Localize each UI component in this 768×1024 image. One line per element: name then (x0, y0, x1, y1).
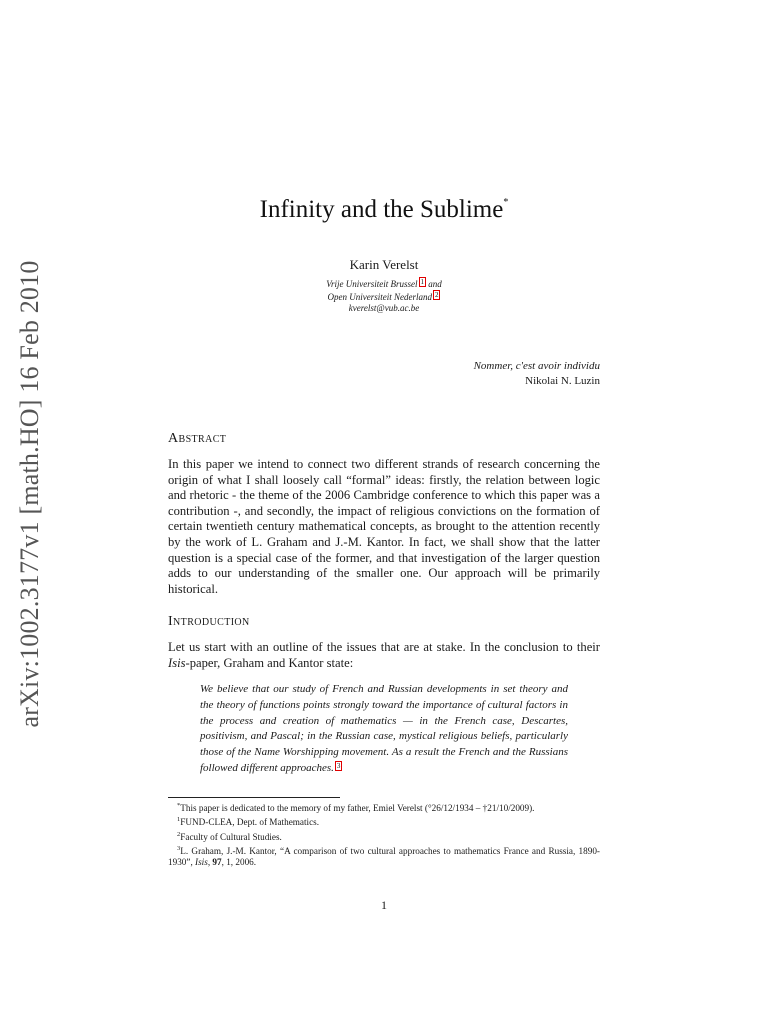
introduction-text: Let us start with an outline of the issues that are at stake. In the conclusion to their Isis-paper, Graham and Kantor state: (168, 640, 600, 670)
paper-title (0, 196, 768, 224)
affiliation-1: Vrije Universiteit Brussel (326, 279, 418, 289)
abstract-heading: Abstract (168, 431, 227, 446)
author-email: kverelst@vub.ac.be (348, 303, 420, 313)
title-footnote-mark[interactable]: * (503, 197, 509, 208)
footnote-link-1[interactable]: 1 (420, 278, 425, 286)
epigraph-quote: Nommer, c'est avoir individu (473, 360, 600, 372)
affiliation-2: Open Universiteit Nederland (327, 292, 432, 302)
arxiv-identifier: arXiv:1002.3177v1 [math.HO] 16 Feb 2010 (15, 260, 44, 728)
block-quote (200, 682, 568, 777)
page-number: 1 (381, 898, 387, 912)
affiliations (0, 277, 768, 314)
affiliation-and: and (426, 279, 442, 289)
introduction-heading: Introduction (168, 614, 250, 629)
footnote-1: $^1$FUND-CLEA, Dept. of Mathematics. (177, 816, 320, 828)
footnote-link-2[interactable]: 2 (434, 291, 439, 299)
epigraph (474, 359, 600, 389)
footnote-divider (168, 797, 340, 798)
footnote-star: *This paper is dedicated to the memory of my father, Emiel Verelst (°26/12/1934 – †21/10/2009). (177, 802, 535, 814)
epigraph-attribution: Nikolai N. Luzin (525, 375, 600, 387)
footnote-2: $^2$Faculty of Cultural Studies. (177, 830, 282, 842)
arxiv-sidebar (8, 258, 52, 730)
footnotes (168, 800, 600, 868)
isis-journal: Isis (168, 655, 186, 670)
affiliation-line-2 (0, 290, 768, 303)
quote-text: We believe that our study of French and Russian developments in set theory and the theory of functions points strongly toward the importance of cultural factors in the process and creation of mathematics — in the French case, Descartes, positivism, and Pascal; in the Russian case, mystical religious beliefs, particularly those of the Name Worshipping movement. As a result the French and the Russians followed different approaches. (200, 683, 568, 774)
footnote-link-3[interactable]: 3 (336, 761, 341, 770)
affiliation-line-1 (0, 277, 768, 290)
author-name: Karin Verelst (349, 257, 419, 272)
footnote-3: $^3$L. Graham, J.-M. Kantor, “A comparison of two cultural approaches to mathematics France and Russia, 1890-1930”, Isis, 97, 1, 2006. (168, 844, 600, 868)
abstract-text: In this paper we intend to connect two different strands of research concerning the origin of what I shall loosely call “formal” ideas: firstly, the relation between logic and rhetoric - the theme of the 2006 Cambridge conference to which this paper was a contribution -, and secondly, the impact of religious convictions on the formation of certain twentieth century mathematical concepts, as brought to the attention recently by the work of L. Graham and J.-M. Kantor. In fact, we shall show that the latter question is a special case of the former, and that investigation of the larger question adds to our understanding of the smaller one. Our approach will be primarily historical. (168, 457, 600, 596)
title-text: Infinity and the Sublime (259, 196, 504, 223)
